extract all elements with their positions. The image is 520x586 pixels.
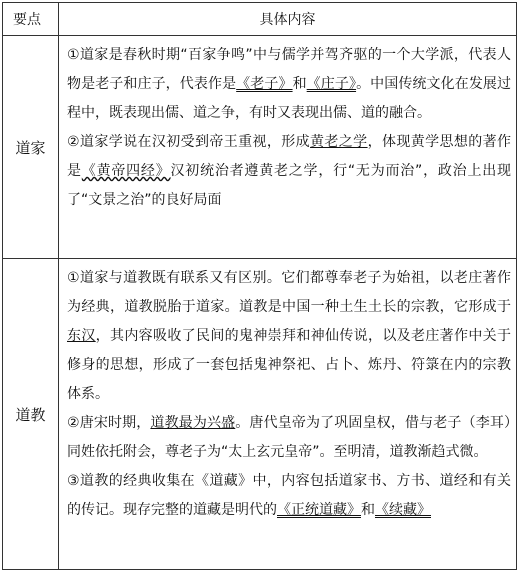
text-segment: 。唐代皇帝为了巩固皇权，借与老子（李耳）同姓依托附会，尊老子为“太上玄元皇帝”。至明清，道教渐趋式微。 — [67, 415, 511, 460]
paragraph — [67, 467, 511, 525]
text-segment: ③道教的经典收集在《道藏》中，内容包括道家书、方书、道经和有关的传记。现存完整的道藏是明代的 — [67, 473, 511, 518]
paragraph — [67, 264, 511, 409]
text-segment: ，其内容吸收了民间的鬼神崇拜和神仙传说，以及老庄著作中关于修身的思想，形成了一套包括鬼神祭祀、占卜、炼丹、符箓在内的宗教体系。 — [67, 328, 512, 402]
table-row-daojia — [3, 36, 517, 259]
text-segment: 。中国传统文化在发展过程中，既表现出儒、道之争，有时又表现出儒、道的融合。 — [67, 76, 512, 121]
knowledge-table — [2, 2, 517, 570]
underlined-term: 黄老之学 — [310, 134, 368, 150]
row-key-daojia: 道家 — [3, 36, 59, 259]
header-key: 要点 — [3, 3, 59, 36]
underlined-term: 《黄帝四经》 — [81, 163, 171, 179]
table-row-daojiao — [3, 259, 517, 570]
row-content-daojia — [59, 36, 517, 259]
text-segment: ，体现黄学思想的著作是 — [67, 134, 511, 179]
row-key-daojiao: 道教 — [3, 259, 59, 570]
paragraph — [67, 41, 511, 128]
underlined-term: 《庄子》 — [306, 76, 357, 92]
text-segment: 和 — [292, 76, 307, 92]
text-segment: ②道家学说在汉初受到帝王重视，形成 — [67, 134, 311, 150]
text-segment: 和 — [361, 502, 375, 518]
text-segment: 汉初统治者遵黄老之学，行“无为而治”，政治上出现了“文景之治”的良好局面 — [67, 163, 512, 208]
underlined-term: 《正统道藏》 — [277, 502, 361, 518]
table-header-row — [3, 3, 517, 36]
underlined-term: 道教最为兴盛 — [150, 415, 236, 431]
row-content-daojiao — [59, 259, 517, 570]
text-segment: ②唐宋时期， — [67, 415, 151, 431]
paragraph — [67, 409, 511, 467]
underlined-term: 东汉 — [67, 328, 96, 344]
text-segment: ①道家是春秋时期“百家争鸣”中与儒学并驾齐驱的一个大学派，代表人物是老子和庄子，代表作是 — [67, 47, 511, 92]
header-content: 具体内容 — [59, 3, 517, 36]
paragraph — [67, 128, 511, 215]
underlined-term: 《老子》 — [236, 76, 293, 92]
underlined-term: 《续藏》 — [375, 502, 431, 518]
text-segment: ①道家与道教既有联系又有区别。它们都尊奉老子为始祖，以老庄著作为经典，道教脱胎于道家。道教是中国一种土生土长的宗教，它形成于 — [67, 270, 511, 315]
